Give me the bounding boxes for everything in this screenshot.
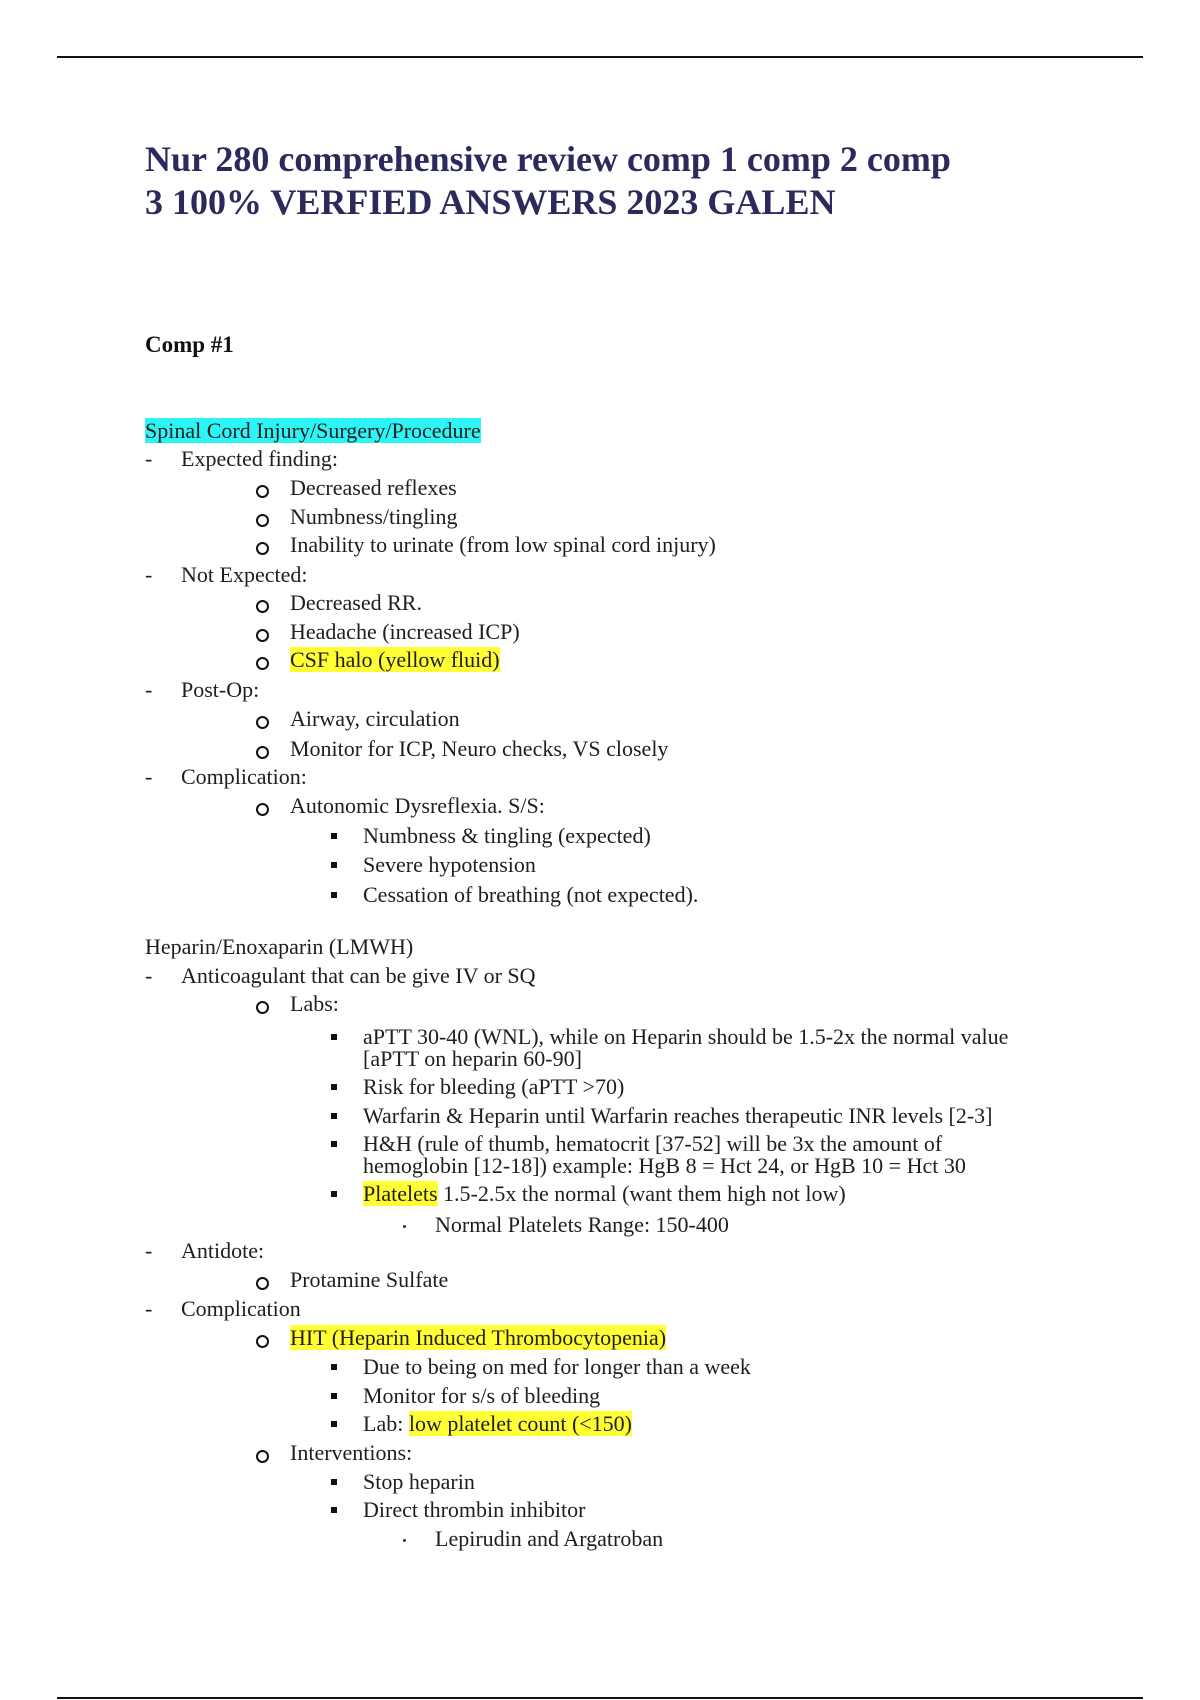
square-bullet [331, 833, 337, 839]
top-rule [57, 56, 1143, 58]
square-bullet [331, 1141, 337, 1147]
circle-bullet [256, 1450, 269, 1463]
expected-label: Expected finding: [181, 446, 339, 471]
dash-bullet: - [145, 562, 153, 587]
list-item: Severe hypotension [363, 852, 536, 877]
square-bullet [331, 1393, 337, 1399]
interventions-label: Interventions: [290, 1440, 413, 1465]
circle-bullet [256, 485, 269, 498]
square-bullet [331, 1034, 337, 1040]
complication-label: Complication [181, 1296, 301, 1321]
list-item: Monitor for ICP, Neuro checks, VS closely [290, 736, 669, 761]
list-item-highlighted: HIT (Heparin Induced Thrombocytopenia) [290, 1325, 667, 1350]
circle-bullet [256, 1001, 269, 1014]
square-bullet [331, 1364, 337, 1370]
hit-lab-item: Lab: low platelet count (<150) [363, 1411, 633, 1436]
page-title [145, 138, 1085, 224]
circle-bullet [256, 514, 269, 527]
labs-label: Labs: [290, 991, 339, 1016]
dash-bullet: - [145, 1296, 153, 1321]
square-bullet [331, 862, 337, 868]
list-item: Due to being on med for longer than a week [363, 1354, 751, 1379]
postop-label: Post-Op: [181, 677, 260, 702]
spinal-section-heading: Spinal Cord Injury/Surgery/Procedure [145, 418, 481, 443]
list-item: Monitor for s/s of bleeding [363, 1383, 601, 1408]
square-bullet [331, 1479, 337, 1485]
list-item: Autonomic Dysreflexia. S/S: [290, 793, 545, 818]
square-bullet [331, 1113, 337, 1119]
dash-bullet: - [145, 764, 153, 789]
circle-bullet [256, 803, 269, 816]
circle-bullet [256, 746, 269, 759]
dash-bullet: - [145, 446, 153, 471]
dash-bullet: - [145, 963, 153, 988]
list-item: Protamine Sulfate [290, 1267, 449, 1292]
circle-bullet [256, 629, 269, 642]
square-bullet [331, 1191, 337, 1197]
list-item-continuation: [aPTT on heparin 60-90] [363, 1046, 582, 1071]
circle-bullet [256, 1335, 269, 1348]
title-line-2: 3 100% VERFIED ANSWERS 2023 GALEN [145, 182, 836, 222]
title-line-1: Nur 280 comprehensive review comp 1 comp 2 comp [145, 139, 951, 179]
list-item-highlighted: CSF halo (yellow fluid) [290, 647, 500, 672]
list-item: Direct thrombin inhibitor [363, 1497, 586, 1522]
dot-bullet [403, 1225, 406, 1228]
bottom-rule [57, 1697, 1143, 1699]
list-item: Lepirudin and Argatroban [435, 1526, 664, 1551]
list-item: Numbness/tingling [290, 504, 458, 529]
dash-bullet: - [145, 1238, 153, 1263]
list-item: Risk for bleeding (aPTT >70) [363, 1074, 625, 1099]
square-bullet [331, 1084, 337, 1090]
list-item: Warfarin & Heparin until Warfarin reaches therapeutic INR levels [2-3] [363, 1103, 993, 1128]
heparin-section-heading: Heparin/Enoxaparin (LMWH) [145, 934, 414, 959]
complication-label: Complication: [181, 764, 307, 789]
square-bullet [331, 1421, 337, 1427]
list-item: Inability to urinate (from low spinal cord injury) [290, 532, 716, 557]
list-item: aPTT 30-40 (WNL), while on Heparin should be 1.5-2x the normal value [363, 1024, 1009, 1049]
list-item: H&H (rule of thumb, hematocrit [37-52] will be 3x the amount of [363, 1131, 943, 1156]
list-item: Airway, circulation [290, 706, 460, 731]
list-item: Decreased reflexes [290, 475, 457, 500]
square-bullet [331, 1507, 337, 1513]
circle-bullet [256, 657, 269, 670]
circle-bullet [256, 600, 269, 613]
circle-bullet [256, 1277, 269, 1290]
not-expected-label: Not Expected: [181, 562, 308, 587]
list-item: Decreased RR. [290, 590, 422, 615]
comp-heading: Comp #1 [145, 332, 234, 357]
square-bullet [331, 892, 337, 898]
list-item: Normal Platelets Range: 150-400 [435, 1212, 729, 1237]
dash-bullet: - [145, 677, 153, 702]
list-item: Numbness & tingling (expected) [363, 823, 651, 848]
dot-bullet [403, 1539, 406, 1542]
list-item: Cessation of breathing (not expected). [363, 882, 699, 907]
list-item: Stop heparin [363, 1469, 475, 1494]
circle-bullet [256, 542, 269, 555]
antidote-label: Antidote: [181, 1238, 265, 1263]
anticoagulant-text: Anticoagulant that can be give IV or SQ [181, 963, 536, 988]
list-item-continuation: hemoglobin [12-18]) example: HgB 8 = Hct 24, or HgB 10 = Hct 30 [363, 1153, 966, 1178]
list-item: Headache (increased ICP) [290, 619, 520, 644]
platelets-item: Platelets 1.5-2.5x the normal (want them high not low) [363, 1181, 846, 1206]
circle-bullet [256, 716, 269, 729]
